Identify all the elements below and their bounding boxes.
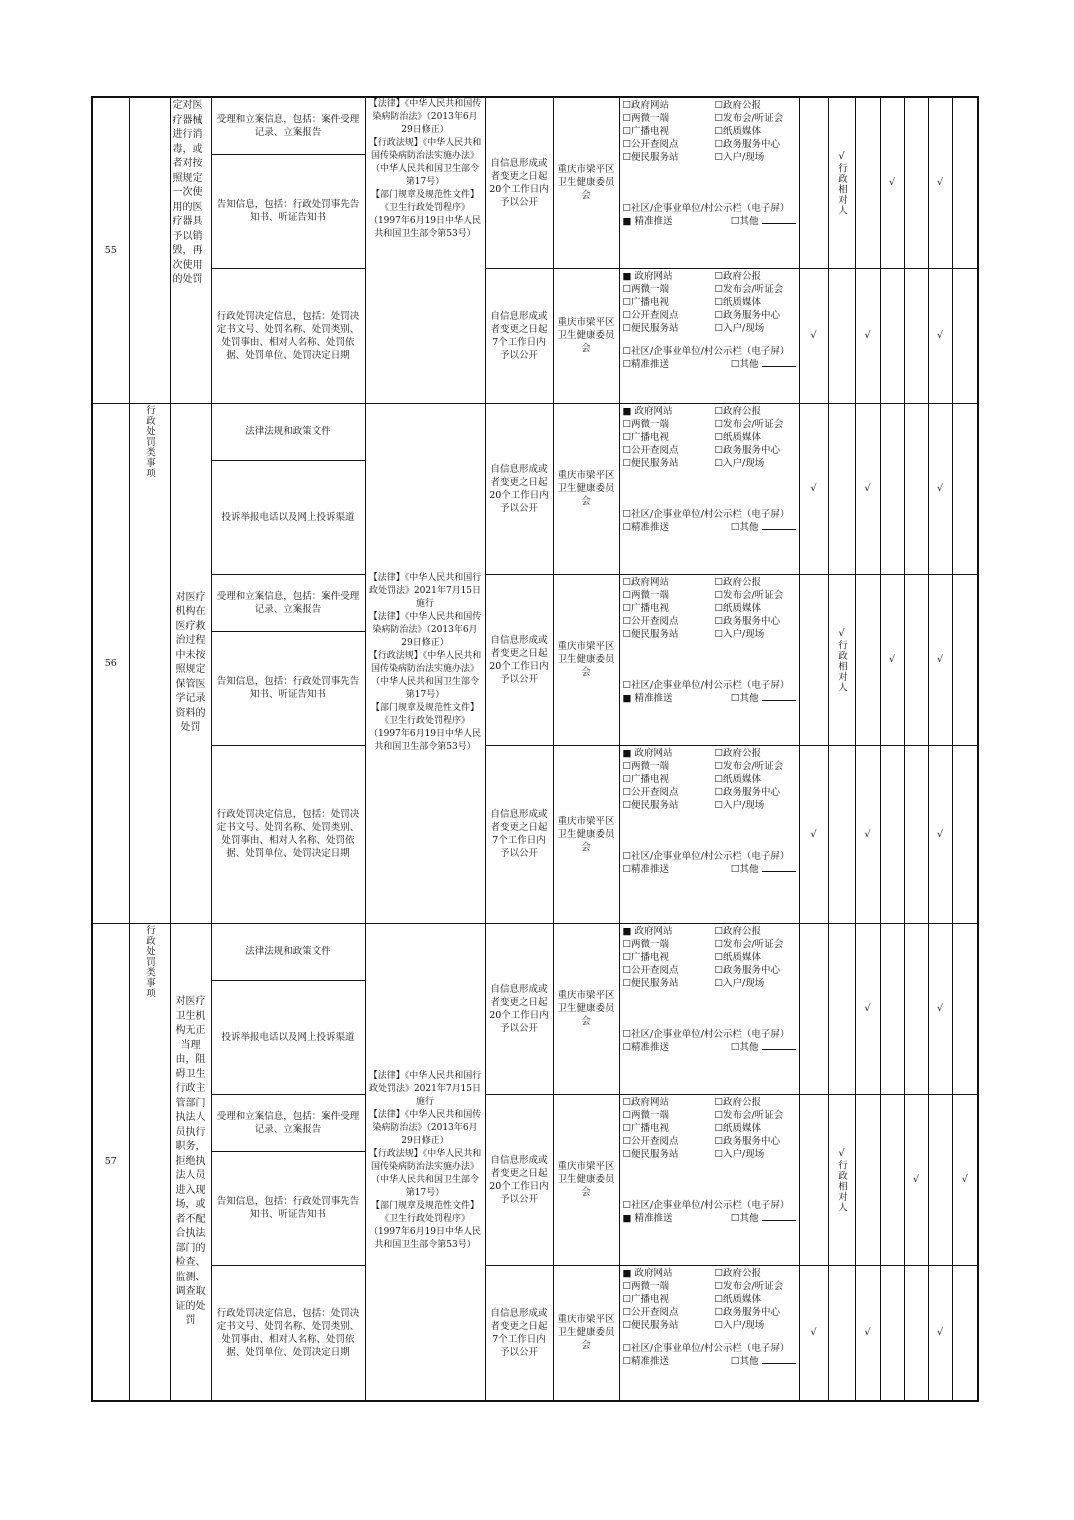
legal-basis: 【法律】《中华人民共和国行政处罚法》2021年7月15日施行 【法律】《中华人民共和国传染病防治法》（2013年6月29日修正） 【行政法规】《中华人民共和国传染病防治法实施办法》（中华人民共和国卫生部令第17号） 【部门规章及规范性文件】《卫生行政处罚程序》（1997年6月19日中华人民共和国卫生部令第53号） bbox=[365, 403, 485, 923]
content-case: 受理和立案信息，包括：案件受理记录、立案报告 bbox=[211, 1094, 365, 1151]
agency: 重庆市梁平区卫生健康委员会 bbox=[553, 1265, 619, 1401]
content-laws: 法律法规和政策文件 bbox=[211, 923, 365, 980]
channel-press: ☐发布会/听证会 bbox=[714, 113, 784, 124]
channels: ☐政府网站 ☐政府公报 ☐两微一端 ☐发布会/听证会 ☐广播电视 ☐纸质媒体 ☐公开查阅点 ☐政务服务中心 ☐便民服务站 ☐入户/现场 ☐社区/企事业单位/村公示栏（电子屏） ■ 精准推送 ☐其他 bbox=[619, 1094, 799, 1265]
period: 自信息形成或者变更之日起20个工作日内予以公开 bbox=[485, 403, 553, 574]
check-mark: √ bbox=[928, 923, 952, 1094]
period: 自信息形成或者变更之日起7个工作日内予以公开 bbox=[485, 1265, 553, 1401]
legal-basis bbox=[365, 97, 485, 403]
content-decision: 行政处罚决定信息，包括：处罚决定书文号、处罚名称、处罚类别、处罚事由、相对人名称、处罚依据、处罚单位、处罚决定日期 bbox=[211, 268, 365, 403]
check-mark: √ bbox=[952, 1094, 978, 1265]
agency: 重庆市梁平区卫生健康委员会 bbox=[553, 403, 619, 574]
content-notify: 告知信息，包括：行政处罚事先告知书、听证告知书 bbox=[211, 1151, 365, 1265]
period: 自信息形成或者变更之日起7个工作日内予以公开 bbox=[485, 745, 553, 923]
check-mark: √ bbox=[855, 268, 880, 403]
channel-community: ☐社区/企事业单位/村公示栏（电子屏） bbox=[622, 203, 790, 214]
item-name: 对医疗机构在医疗救治过程中未按照规定保管医学记录资料的处罚 bbox=[170, 403, 211, 923]
agency: 重庆市梁平区卫生健康委员会 bbox=[553, 97, 619, 268]
check-mark: √ bbox=[799, 1265, 828, 1401]
period: 自信息形成或者变更之日起20个工作日内予以公开 bbox=[485, 97, 553, 268]
content-decision: 行政处罚决定信息，包括：处罚决定书文号、处罚名称、处罚类别、处罚事由、相对人名称、处罚依据、处罚单位、处罚决定日期 bbox=[211, 745, 365, 923]
channel-two-micro: ☐两微一端 bbox=[622, 113, 670, 124]
category-cell: 行政处罚类事项 bbox=[129, 923, 170, 1401]
content-notify: 告知信息，包括：行政处罚事先告知书、听证告知书 bbox=[211, 631, 365, 745]
content-complaint: 投诉举报电话以及网上投诉渠道 bbox=[211, 980, 365, 1094]
agency: 重庆市梁平区卫生健康委员会 bbox=[553, 574, 619, 745]
agency: 重庆市梁平区卫生健康委员会 bbox=[553, 745, 619, 923]
channels: ■ 政府网站 ☐政府公报 ☐两微一端 ☐发布会/听证会 ☐广播电视 ☐纸质媒体 ☐公开查阅点 ☐政务服务中心 ☐便民服务站 ☐入户/现场 ☐社区/企事业单位/村公示栏（电子屏） ☐精准推送 ☐其他 bbox=[619, 1265, 799, 1401]
check-mark: √ bbox=[799, 745, 828, 923]
channel-service-center: ☐政务服务中心 bbox=[714, 139, 781, 150]
item-number: 55 bbox=[92, 97, 129, 403]
check-mark: √ bbox=[799, 403, 828, 574]
category-cell bbox=[129, 97, 170, 403]
content-notify: 告知信息，包括：行政处罚事先告知书、听证告知书 bbox=[211, 154, 365, 268]
channels: ■ 政府网站 ☐政府公报 ☐两微一端 ☐发布会/听证会 ☐广播电视 ☐纸质媒体 ☐公开查阅点 ☐政务服务中心 ☐便民服务站 ☐入户/现场 ☐社区/企事业单位/村公示栏（电子屏） ☐精准推送 ☐其他 bbox=[619, 745, 799, 923]
subject: √ 行政相对人 bbox=[828, 97, 855, 268]
channels: ■ 政府网站 ☐政府公报 ☐两微一端 ☐发布会/听证会 ☐广播电视 ☐纸质媒体 ☐公开查阅点 ☐政务服务中心 ☐便民服务站 ☐入户/现场 ☐社区/企事业单位/村公示栏（电子屏） ☐精准推送 ☐其他 bbox=[619, 268, 799, 403]
check-mark: √ bbox=[928, 403, 952, 574]
channel-precise: ■ 精准推送 bbox=[622, 216, 673, 227]
check-mark: √ bbox=[904, 1094, 928, 1265]
channels: ■ 政府网站 ☐政府公报 ☐两微一端 ☐发布会/听证会 ☐广播电视 ☐纸质媒体 ☐公开查阅点 ☐政务服务中心 ☐便民服务站 ☐入户/现场 ☐社区/企事业单位/村公示栏（电子屏） ☐精准推送 ☐其他 bbox=[619, 923, 799, 1094]
content-decision: 行政处罚决定信息，包括：处罚决定书文号、处罚名称、处罚类别、处罚事由、相对人名称、处罚依据、处罚单位、处罚决定日期 bbox=[211, 1265, 365, 1401]
item-number: 56 bbox=[92, 403, 129, 923]
subject: √ 行政相对人 bbox=[828, 574, 855, 745]
subject: √ 行政相对人 bbox=[828, 1094, 855, 1265]
check-mark: √ bbox=[855, 745, 880, 923]
check-mark: √ bbox=[880, 574, 904, 745]
reg-infect: 【行政法规】《中华人民共和国传染病防治法实施办法》（中华人民共和国卫生部令第17号） bbox=[368, 138, 482, 187]
category-cell: 行政处罚类事项 bbox=[129, 403, 170, 923]
content-complaint: 投诉举报电话以及网上投诉渠道 bbox=[211, 460, 365, 574]
channel-paper: ☐纸质媒体 bbox=[714, 126, 762, 137]
channel-door: ☐入户/现场 bbox=[714, 152, 765, 163]
period: 自信息形成或者变更之日起20个工作日内予以公开 bbox=[485, 923, 553, 1094]
check-mark: √ bbox=[928, 1265, 952, 1401]
law-infect: 【法律】《中华人民共和国传染病防治法》（2013年6月29日修正） bbox=[368, 99, 482, 135]
item-number: 57 bbox=[92, 923, 129, 1401]
item-name: 对医疗卫生机构无正当理由，阻碍卫生行政主管部门执法人员执行职务，拒绝执法人员进入现场，或者不配合执法部门的检查、监测、调查取证的处罚 bbox=[170, 923, 211, 1401]
channels: ■ 政府网站 ☐政府公报 ☐两微一端 ☐发布会/听证会 ☐广播电视 ☐纸质媒体 ☐公开查阅点 ☐政务服务中心 ☐便民服务站 ☐入户/现场 ☐社区/企事业单位/村公示栏（电子屏） ☐精准推送 ☐其他 bbox=[619, 403, 799, 574]
item-name: 定对医疗器械进行消毒，或者对按照规定一次使用的医疗器具予以销毁，再次使用的处罚 bbox=[170, 97, 211, 403]
channel-convenience: ☐便民服务站 bbox=[622, 152, 679, 163]
check-mark: √ bbox=[855, 1265, 880, 1401]
content-laws: 法律法规和政策文件 bbox=[211, 403, 365, 460]
legal-basis: 【法律】《中华人民共和国行政处罚法》2021年7月15日施行 【法律】《中华人民共和国传染病防治法》（2013年6月29日修正） 【行政法规】《中华人民共和国传染病防治法实施办法》（中华人民共和国卫生部令第17号） 【部门规章及规范性文件】《卫生行政处罚程序》（1997年6月19日中华人民共和国卫生部令第53号） bbox=[365, 923, 485, 1401]
agency: 重庆市梁平区卫生健康委员会 bbox=[553, 268, 619, 403]
check-mark: √ bbox=[928, 268, 952, 403]
agency: 重庆市梁平区卫生健康委员会 bbox=[553, 1094, 619, 1265]
check-mark: √ bbox=[928, 745, 952, 923]
channels bbox=[619, 97, 799, 268]
content-case: 受理和立案信息，包括：案件受理记录、立案报告 bbox=[211, 574, 365, 631]
check-mark: √ bbox=[799, 268, 828, 403]
rule-proc: 【部门规章及规范性文件】《卫生行政处罚程序》（1997年6月19日中华人民共和国卫生部令第53号） bbox=[368, 190, 482, 239]
check-mark: √ bbox=[855, 403, 880, 574]
content-case: 受理和立案信息，包括：案件受理记录、立案报告 bbox=[211, 97, 365, 154]
period: 自信息形成或者变更之日起20个工作日内予以公开 bbox=[485, 1094, 553, 1265]
channels: ☐政府网站 ☐政府公报 ☐两微一端 ☐发布会/听证会 ☐广播电视 ☐纸质媒体 ☐公开查阅点 ☐政务服务中心 ☐便民服务站 ☐入户/现场 ☐社区/企事业单位/村公示栏（电子屏） ■ 精准推送 ☐其他 bbox=[619, 574, 799, 745]
check-mark: √ bbox=[928, 574, 952, 745]
check-mark: √ bbox=[855, 923, 880, 1094]
check-mark: √ bbox=[928, 97, 952, 268]
channel-broadcast: ☐广播电视 bbox=[622, 126, 670, 137]
period: 自信息形成或者变更之日起7个工作日内予以公开 bbox=[485, 268, 553, 403]
channel-gov-web: ☐政府网站 bbox=[622, 100, 670, 111]
channel-public-read: ☐公开查阅点 bbox=[622, 139, 679, 150]
disclosure-table bbox=[91, 96, 979, 1402]
agency: 重庆市梁平区卫生健康委员会 bbox=[553, 923, 619, 1094]
channel-other: ☐其他 bbox=[731, 215, 796, 228]
channel-gov-bulletin: ☐政府公报 bbox=[714, 100, 762, 111]
period: 自信息形成或者变更之日起20个工作日内予以公开 bbox=[485, 574, 553, 745]
check-mark: √ bbox=[880, 97, 904, 268]
